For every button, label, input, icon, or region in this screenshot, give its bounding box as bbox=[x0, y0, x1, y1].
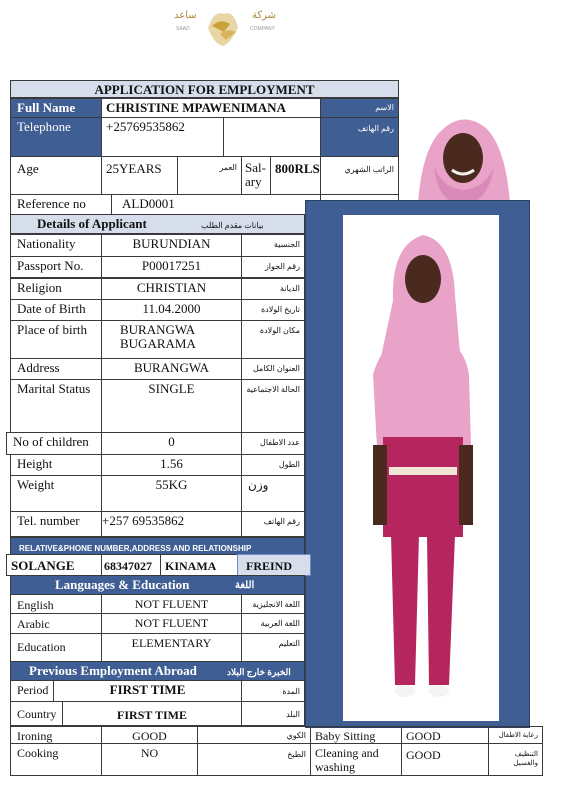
detail-label: Marital Status bbox=[10, 379, 102, 433]
languages-header bbox=[10, 575, 305, 595]
company-logo bbox=[170, 4, 278, 66]
salary-arabic: الراتب الشهري bbox=[320, 156, 399, 195]
country-arabic: البلد bbox=[241, 701, 305, 726]
full-name-label: Full Name bbox=[10, 98, 102, 118]
language-value: NOT FLUENT bbox=[101, 594, 242, 614]
language-arabic-label: اللغة الانجليزية bbox=[241, 594, 305, 614]
detail-label: Weight bbox=[10, 475, 102, 512]
language-value: ELEMENTARY bbox=[101, 633, 242, 662]
relative-address: KINAMA bbox=[160, 554, 238, 576]
detail-label: Place of birth bbox=[10, 320, 102, 359]
salary-value: 800RLS bbox=[270, 156, 321, 195]
detail-label: Nationality bbox=[10, 234, 102, 257]
ironing-label: Ironing bbox=[10, 726, 102, 744]
babysitting-value: GOOD bbox=[401, 726, 489, 744]
detail-arabic-label: رقم الهاتف bbox=[241, 511, 305, 537]
language-label: English bbox=[10, 594, 102, 614]
detail-label: Date of Birth bbox=[10, 299, 102, 321]
detail-arabic-label: عدد الاطفال bbox=[241, 432, 305, 455]
detail-arabic-label: الطول bbox=[241, 454, 305, 476]
telephone-arabic: رقم الهاتف bbox=[320, 117, 399, 157]
detail-arabic-label: العنوان الكامل bbox=[241, 358, 305, 380]
detail-label: Address bbox=[10, 358, 102, 380]
language-label: Education bbox=[10, 633, 102, 662]
relative-relationship: FREIND bbox=[237, 554, 311, 576]
detail-value: BURANGWA BUGARAMA bbox=[101, 320, 242, 359]
reference-value: ALD0001 bbox=[111, 194, 321, 215]
period-arabic: المدة bbox=[241, 680, 305, 702]
full-name-value: CHRISTINE MPAWENIMANA bbox=[101, 98, 321, 118]
detail-label: Passport No. bbox=[10, 256, 102, 278]
detail-label: Height bbox=[10, 454, 102, 476]
telephone-value: +25769535862 bbox=[101, 117, 224, 157]
logo-english-left: SAAD bbox=[176, 26, 190, 32]
country-value: FIRST TIME bbox=[62, 701, 242, 726]
logo-english-right: COMPANY bbox=[250, 26, 275, 32]
language-arabic-label: اللغة العربية bbox=[241, 613, 305, 634]
cooking-arabic: الطبخ bbox=[197, 743, 311, 776]
period-value: FIRST TIME bbox=[53, 680, 242, 702]
language-arabic-label: التعليم bbox=[241, 633, 305, 662]
detail-value: SINGLE bbox=[101, 379, 242, 433]
telephone-blank bbox=[223, 117, 321, 157]
relative-phone: 68347027 bbox=[101, 554, 161, 576]
detail-value: +257 69535862 bbox=[101, 511, 242, 537]
detail-arabic-label: رقم الجواز bbox=[241, 256, 305, 278]
languages-header-arabic: اللغة bbox=[235, 580, 255, 591]
ironing-value: GOOD bbox=[101, 726, 198, 744]
detail-value: BURANGWA bbox=[101, 358, 242, 380]
age-arabic: العمر bbox=[177, 156, 242, 195]
details-header bbox=[10, 214, 305, 234]
logo-arabic-right: شركة bbox=[252, 10, 277, 21]
cleaning-label: Cleaning and washing bbox=[310, 743, 402, 776]
detail-label: Tel. number bbox=[10, 511, 102, 537]
detail-arabic-label: تاريخ الولادة bbox=[241, 299, 305, 321]
detail-value: 0 bbox=[101, 432, 242, 455]
age-value: 25YEARS bbox=[101, 156, 178, 195]
applicant-portrait-photo bbox=[408, 108, 518, 204]
detail-value: 1.56 bbox=[101, 454, 242, 476]
previous-header bbox=[10, 661, 305, 681]
detail-value: 11.04.2000 bbox=[101, 299, 242, 321]
logo-arabic-left: ساعد bbox=[174, 10, 197, 21]
previous-header-label: Previous Employment Abroad bbox=[29, 663, 197, 678]
detail-arabic-label: وزن bbox=[241, 475, 305, 512]
full-name-arabic: الاسم bbox=[320, 98, 399, 118]
cooking-value: NO bbox=[101, 743, 198, 776]
details-header-arabic: بيانات مقدم الطلب bbox=[201, 221, 264, 230]
detail-arabic-label: الجنسية bbox=[241, 234, 305, 257]
country-label: Country bbox=[10, 701, 63, 726]
previous-header-arabic: الخبرة خارج البلاد bbox=[227, 667, 291, 677]
detail-label: No of children bbox=[6, 432, 102, 455]
telephone-label: Telephone bbox=[10, 117, 102, 157]
detail-label: Religion bbox=[10, 278, 102, 300]
age-label: Age bbox=[10, 156, 102, 195]
ironing-arabic: الكوي bbox=[197, 726, 311, 744]
detail-arabic-label: الحالة الاجتماعية bbox=[241, 379, 305, 433]
salary-label: Sal-ary bbox=[241, 156, 271, 195]
detail-value: 55KG bbox=[101, 475, 242, 512]
detail-value: BURUNDIAN bbox=[101, 234, 242, 257]
cooking-label: Cooking bbox=[10, 743, 102, 776]
reference-label: Reference no bbox=[10, 194, 112, 215]
full-body-photo bbox=[343, 215, 499, 721]
detail-value: CHRISTIAN bbox=[101, 278, 242, 300]
language-value: NOT FLUENT bbox=[101, 613, 242, 634]
relative-name: SOLANGE bbox=[6, 554, 102, 576]
full-body-photo-panel bbox=[305, 200, 530, 728]
cleaning-value: GOOD bbox=[401, 743, 489, 776]
detail-value: P00017251 bbox=[101, 256, 242, 278]
period-label: Period bbox=[10, 680, 54, 702]
relative-header: RELATIVE&PHONE NUMBER,ADDRESS AND RELATIONSHIP bbox=[10, 537, 305, 555]
detail-arabic-label: مكان الولادة bbox=[241, 320, 305, 359]
cleaning-arabic: التنظيف والغسيل bbox=[488, 743, 543, 776]
babysitting-arabic: رعاية الاطفال bbox=[488, 726, 543, 744]
form-title: APPLICATION FOR EMPLOYMENT bbox=[10, 80, 399, 98]
language-label: Arabic bbox=[10, 613, 102, 634]
detail-arabic-label: الديانة bbox=[241, 278, 305, 300]
babysitting-label: Baby Sitting bbox=[310, 726, 402, 744]
handshake-icon bbox=[200, 6, 246, 50]
details-header-label: Details of Applicant bbox=[37, 216, 147, 231]
languages-header-label: Languages & Education bbox=[55, 577, 190, 592]
